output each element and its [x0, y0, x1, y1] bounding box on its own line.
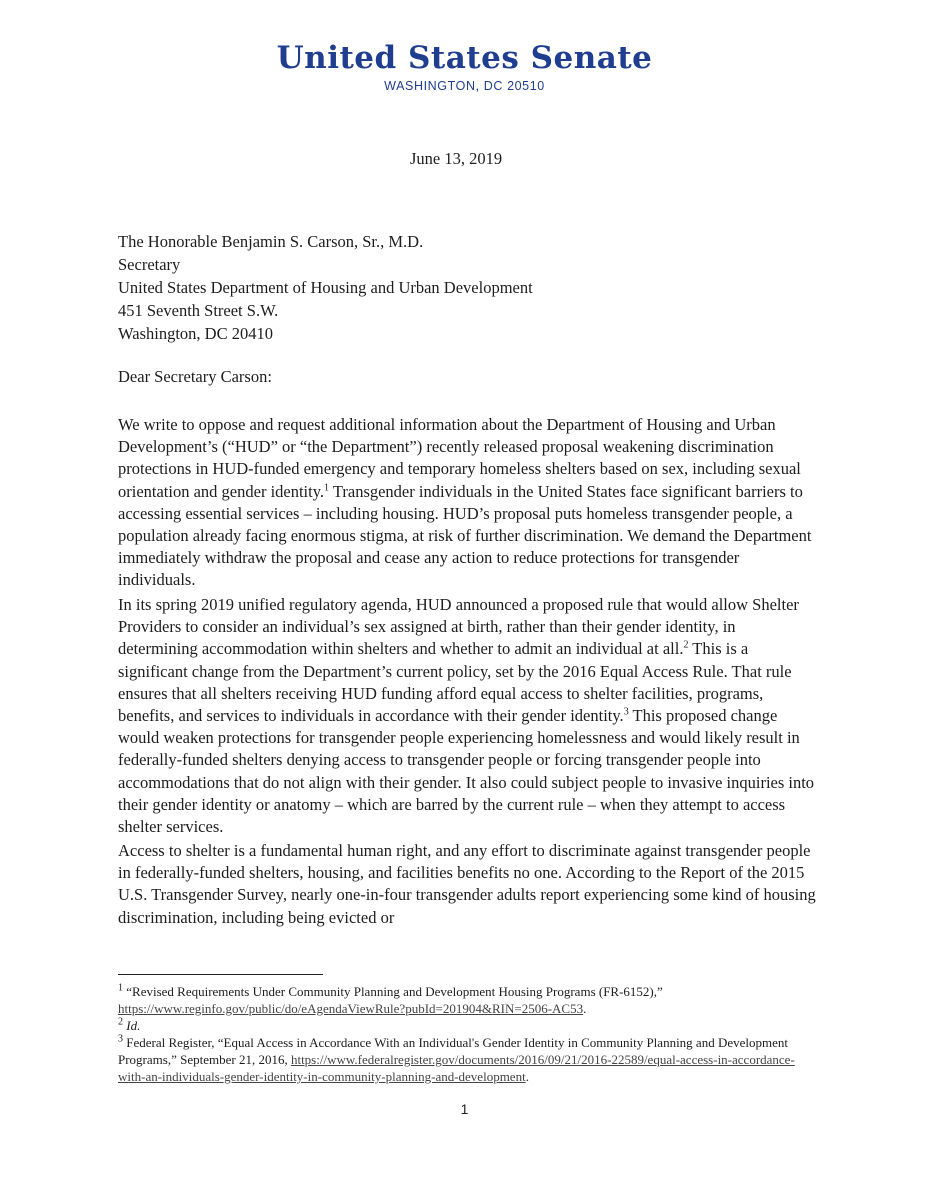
footnote-ref[interactable]: 2 — [683, 639, 689, 651]
paragraph-text: Transgender individuals in the United States face significant barriers to accessing essential services – including housing. HUD’s proposal puts homeless transgender people, a population already facing enormous stigma, at risk of further discrimination. We demand the Department immediately withdraw the proposal and cease any action to reduce protections for transgender individuals. — [118, 481, 812, 590]
letter-date: June 13, 2019 — [410, 149, 503, 168]
paragraph-text: This proposed change would weaken protections for transgender people experiencing homelessness and would likely result in federally-funded shelters denying access to transgender people or forcing transgender people into accommodations that do not align with their gender. It also could subject people to invasive inquiries into their gender identity or anatomy – which are barred by the current rule – when they attempt to access shelter services. — [118, 706, 815, 837]
recipient-line: United States Department of Housing and Urban Development — [118, 278, 533, 297]
footnote-divider — [118, 974, 323, 975]
senate-location: WASHINGTON, DC 20510 — [384, 79, 545, 93]
footnote-3 — [118, 1034, 818, 1085]
footnote-text: “Revised Requirements Under Community Planning and Development Housing Programs (FR-6152),” — [123, 984, 663, 999]
recipient-line: Washington, DC 20410 — [118, 324, 273, 343]
footnote-ref[interactable]: 3 — [623, 706, 629, 718]
paragraph-text: Access to shelter is a fundamental human right, and any effort to discriminate against transgender people in federally-funded shelters, housing, and facilities benefits no one. According to the Report of the 2015 U.S. Transgender Survey, nearly one-in-four transgender adults report experiencing some kind of housing discrimination, including being evicted or — [118, 841, 816, 927]
letterhead — [0, 40, 929, 93]
footnote-number: 1 — [118, 982, 123, 994]
footnote-link[interactable]: https://www.federalregister.gov/documents/2016/09/21/2016-22589/equal-access-in-accordance-with-an-individuals-gender-identity-in-community-planning-and-development — [118, 1052, 795, 1084]
footnote-1 — [118, 983, 818, 1017]
footnote-2 — [118, 1017, 818, 1034]
footnote-ref[interactable]: 1 — [324, 482, 330, 494]
footnote-number: 3 — [118, 1033, 123, 1045]
body-paragraph-1 — [118, 414, 818, 592]
recipient-line: Secretary — [118, 255, 181, 274]
body-paragraph-3 — [118, 840, 818, 929]
footnote-text: Id. — [126, 1018, 141, 1033]
recipient-line: The Honorable Benjamin S. Carson, Sr., M.D. — [118, 232, 424, 251]
recipient-line: 451 Seventh Street S.W. — [118, 301, 279, 320]
salutation: Dear Secretary Carson: — [118, 367, 272, 386]
paragraph-text: We write to oppose and request additional information about the Department of Housing and Urban Development’s (“HUD” or “the Department”) recently released proposal weakening discrimination protections in HUD-funded emergency and temporary homeless shelters based on sex, including sexual orientation and gender identity. — [118, 415, 801, 501]
senate-title: United States Senate — [276, 40, 653, 76]
footnotes — [118, 983, 818, 1085]
recipient-address — [118, 230, 533, 345]
body-paragraph-2 — [118, 594, 818, 838]
footnote-text: . — [525, 1069, 529, 1084]
footnote-number: 2 — [118, 1016, 123, 1028]
page-number: 1 — [460, 1101, 469, 1117]
footnote-text: . — [583, 1001, 587, 1016]
footnote-text: Federal Register, “Equal Access in Accordance With an Individual's Gender Identity in Community Planning and Development Programs,” September 21, 2016, — [118, 1035, 788, 1067]
paragraph-text: In its spring 2019 unified regulatory agenda, HUD announced a proposed rule that would allow Shelter Providers to consider an individual’s sex assigned at birth, rather than their gender identity, in determining accommodation within shelters and whether to admit an individual at all. — [118, 595, 799, 659]
footnote-link[interactable]: https://www.reginfo.gov/public/do/eAgendaViewRule?pubId=201904&RIN=2506-AC53 — [118, 1001, 584, 1016]
paragraph-text: This is a significant change from the Department’s current policy, set by the 2016 Equal Access Rule. That rule ensures that all shelters receiving HUD funding afford equal access to shelter facilities, programs, benefits, and services to individuals in accordance with their gender identity. — [118, 639, 792, 726]
